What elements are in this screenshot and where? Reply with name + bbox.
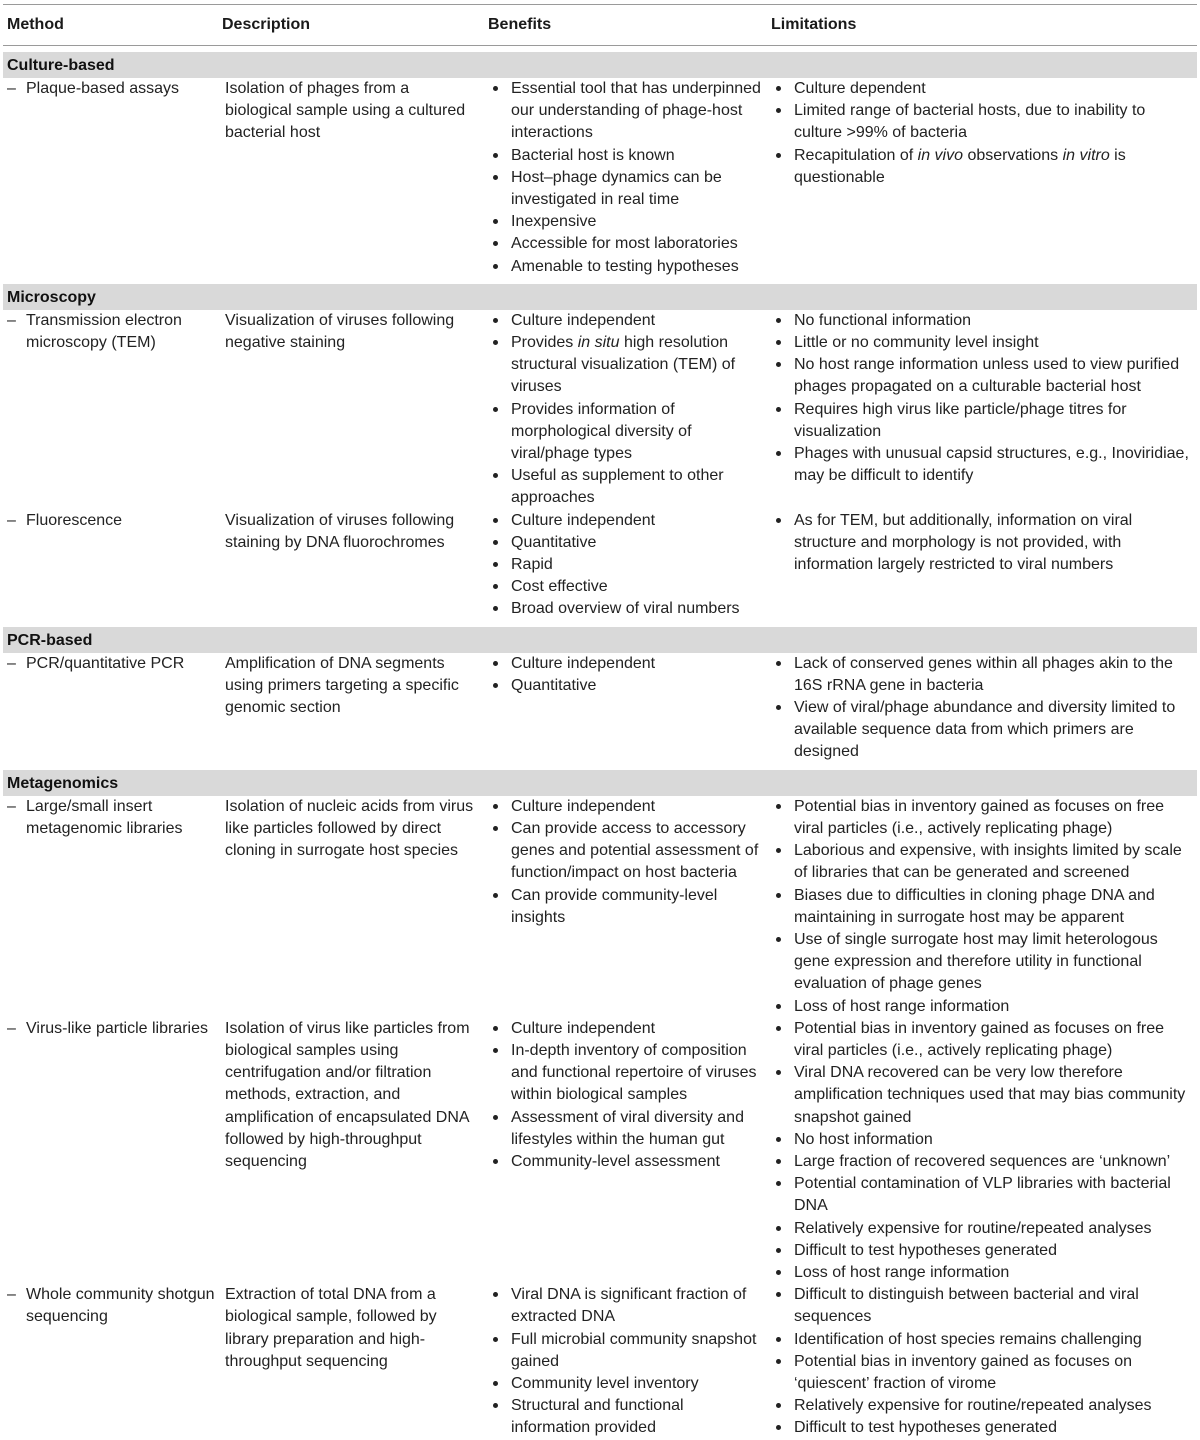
method-name: Plaque-based assays <box>26 80 179 97</box>
benefit-item: Full microbial community snapshot gained <box>488 1329 771 1373</box>
benefit-item: In-depth inventory of composition and functional repertoire of viruses within biological samples <box>488 1040 771 1107</box>
dash-marker: – <box>7 311 16 329</box>
limitations-list <box>771 1284 1195 1439</box>
section-heading: Culture-based <box>3 52 1197 78</box>
dash-marker: – <box>7 511 16 529</box>
benefits-list <box>488 796 771 929</box>
description-cell: Amplification of DNA segments using primers targeting a specific genomic section <box>225 654 459 717</box>
benefit-item: Quantitative <box>488 675 771 697</box>
limitation-item: Recapitulation of in vivo observations in vitro is questionable <box>771 145 1195 189</box>
benefit-item: Culture independent <box>488 653 771 675</box>
method-name: Virus-like particle libraries <box>26 1019 208 1037</box>
limitations-cell <box>771 310 1197 510</box>
method-name: Fluorescence <box>26 511 123 529</box>
limitations-cell <box>771 653 1197 764</box>
header-description: Description <box>222 15 311 33</box>
benefits-list <box>488 1284 771 1439</box>
method-cell <box>3 310 222 510</box>
benefit-item: Can provide access to accessory genes and potential assessment of function/impact on host bacteria <box>488 818 771 885</box>
dash-marker: – <box>7 654 16 672</box>
limitation-item: Loss of host range information <box>771 1262 1195 1284</box>
limitation-item: Use of single surrogate host may limit heterologous gene expression and therefore utility in functional evaluation of phage genes <box>771 929 1195 996</box>
benefit-item: Bacterial host is known <box>488 145 771 167</box>
description-cell: Visualization of viruses following negative staining <box>225 311 455 352</box>
benefit-item: Accessible for most laboratories <box>488 233 771 255</box>
limitations-list <box>771 1018 1195 1284</box>
limitation-item: Identification of host species remains challenging <box>771 1329 1195 1351</box>
benefits-cell <box>488 1018 771 1284</box>
table-row <box>3 1284 1197 1439</box>
method-cell <box>3 510 222 621</box>
header-benefits: Benefits <box>488 15 552 33</box>
limitation-item: Culture dependent <box>771 78 1195 100</box>
limitations-list <box>771 796 1195 1018</box>
method-cell <box>3 1018 222 1284</box>
table-row <box>3 78 1197 278</box>
benefit-item: Provides information of morphological diversity of viral/phage types <box>488 399 771 466</box>
limitation-item: Loss of host range information <box>771 996 1195 1018</box>
benefit-item: Essential tool that has underpinned our understanding of phage-host interactions <box>488 78 771 145</box>
table-header-rule <box>3 45 1197 46</box>
limitation-item: View of viral/phage abundance and diversity limited to available sequence data from which primers are designed <box>771 697 1195 764</box>
benefit-item: Broad overview of viral numbers <box>488 598 771 620</box>
benefit-item: Assessment of viral diversity and lifestyles within the human gut <box>488 1107 771 1151</box>
header-method: Method <box>7 15 64 33</box>
benefits-cell <box>488 796 771 1018</box>
method-cell <box>3 796 222 1018</box>
method-name: Whole community shotgun sequencing <box>26 1286 215 1326</box>
limitations-list <box>771 510 1195 577</box>
benefit-item: Useful as supplement to other approaches <box>488 465 771 509</box>
benefits-list <box>488 1018 771 1173</box>
benefit-item: Cost effective <box>488 576 771 598</box>
benefit-item: Rapid <box>488 554 771 576</box>
benefit-item: Culture independent <box>488 796 771 818</box>
method-cell <box>3 1284 222 1439</box>
limitations-list <box>771 310 1195 488</box>
limitations-list <box>771 78 1195 189</box>
description-cell: Isolation of phages from a biological sample using a cultured bacterial host <box>225 80 466 142</box>
limitation-item: Relatively expensive for routine/repeated analyses <box>771 1395 1195 1417</box>
benefits-cell <box>488 1284 771 1439</box>
benefits-list <box>488 653 771 697</box>
benefit-item: Amenable to testing hypotheses <box>488 256 771 278</box>
benefit-item: Community-level assessment <box>488 1151 771 1173</box>
limitation-item: No host information <box>771 1129 1195 1151</box>
limitations-cell <box>771 1018 1197 1284</box>
dash-marker: – <box>7 80 16 97</box>
benefit-item: Inexpensive <box>488 211 771 233</box>
limitation-item: Large fraction of recovered sequences are ‘unknown’ <box>771 1151 1195 1173</box>
header-limitations: Limitations <box>771 15 857 33</box>
limitation-item: Little or no community level insight <box>771 332 1195 354</box>
table-row <box>3 510 1197 621</box>
benefit-item: Host–phage dynamics can be investigated in real time <box>488 167 771 211</box>
limitations-cell <box>771 796 1197 1018</box>
limitation-item: Relatively expensive for routine/repeated analyses <box>771 1218 1195 1240</box>
benefit-item: Viral DNA is significant fraction of extracted DNA <box>488 1284 771 1328</box>
table-row <box>3 796 1197 1018</box>
dash-marker: – <box>7 1286 16 1304</box>
limitation-item: Viral DNA recovered can be very low therefore amplification techniques used that may bias community snapshot gained <box>771 1062 1195 1129</box>
limitation-item: No host range information unless used to view purified phages propagated on a culturable bacterial host <box>771 354 1195 398</box>
limitation-item: Difficult to test hypotheses generated <box>771 1417 1195 1439</box>
limitation-item: Potential bias in inventory gained as focuses on ‘quiescent’ fraction of virome <box>771 1351 1195 1395</box>
benefit-item: Can provide community-level insights <box>488 885 771 929</box>
limitations-list <box>771 653 1195 764</box>
method-name: Transmission electron microscopy (TEM) <box>26 311 182 352</box>
dash-marker: – <box>7 797 16 815</box>
description-cell: Extraction of total DNA from a biological sample, followed by library preparation and high-throughput sequencing <box>225 1286 437 1370</box>
method-cell <box>3 78 222 278</box>
benefits-cell <box>488 78 771 278</box>
benefit-item: Culture independent <box>488 1018 771 1040</box>
benefit-item: Structural and functional information provided <box>488 1395 771 1439</box>
section-heading: Microscopy <box>3 284 1197 310</box>
benefits-cell <box>488 510 771 621</box>
limitation-item: Potential contamination of VLP libraries with bacterial DNA <box>771 1173 1195 1217</box>
benefit-item: Culture independent <box>488 510 771 532</box>
benefit-item: Community level inventory <box>488 1373 771 1395</box>
benefits-list <box>488 78 771 278</box>
limitations-cell <box>771 1284 1197 1439</box>
section-heading: Metagenomics <box>3 770 1197 796</box>
table-row <box>3 1018 1197 1284</box>
limitation-item: Potential bias in inventory gained as focuses on free viral particles (i.e., actively replicating phage) <box>771 1018 1195 1062</box>
benefits-list <box>488 510 771 621</box>
benefit-item: Provides in situ high resolution structural visualization (TEM) of viruses <box>488 332 771 399</box>
limitation-item: Limited range of bacterial hosts, due to inability to culture >99% of bacteria <box>771 100 1195 144</box>
limitation-item: Laborious and expensive, with insights limited by scale of libraries that can be generated and screened <box>771 840 1195 884</box>
description-cell: Isolation of nucleic acids from virus like particles followed by direct cloning in surrogate host species <box>225 797 474 860</box>
section-heading: PCR-based <box>3 627 1197 653</box>
benefit-item: Culture independent <box>488 310 771 332</box>
limitation-item: Requires high virus like particle/phage titres for visualization <box>771 399 1195 443</box>
limitation-item: Difficult to test hypotheses generated <box>771 1240 1195 1262</box>
limitation-item: Biases due to difficulties in cloning phage DNA and maintaining in surrogate host may be apparent <box>771 885 1195 929</box>
method-name: Large/small insert metagenomic libraries <box>26 797 183 837</box>
limitation-item: No functional information <box>771 310 1195 332</box>
limitations-cell <box>771 78 1197 278</box>
limitation-item: Phages with unusual capsid structures, e.g., Inoviridiae, may be difficult to identify <box>771 443 1195 487</box>
table-body <box>3 52 1197 1440</box>
table-row <box>3 653 1197 764</box>
limitation-item: As for TEM, but additionally, information on viral structure and morphology is not provided, with information largely restricted to viral numbers <box>771 510 1195 577</box>
benefit-item: Quantitative <box>488 532 771 554</box>
benefits-cell <box>488 653 771 764</box>
limitation-item: Potential bias in inventory gained as focuses on free viral particles (i.e., actively replicating phage) <box>771 796 1195 840</box>
methods-table <box>3 4 1197 1440</box>
benefits-cell <box>488 310 771 510</box>
description-cell: Isolation of virus like particles from biological samples using centrifugation and/or filtration methods, extraction, and amplification of encapsulated DNA followed by high-throughput sequencing <box>225 1019 470 1170</box>
limitation-item: Lack of conserved genes within all phages akin to the 16S rRNA gene in bacteria <box>771 653 1195 697</box>
table-row <box>3 310 1197 510</box>
dash-marker: – <box>7 1019 16 1037</box>
table-header-row <box>3 5 1197 45</box>
limitation-item: Difficult to distinguish between bacterial and viral sequences <box>771 1284 1195 1328</box>
method-name: PCR/quantitative PCR <box>26 654 185 672</box>
benefits-list <box>488 310 771 510</box>
description-cell: Visualization of viruses following staining by DNA fluorochromes <box>225 511 455 551</box>
limitations-cell <box>771 510 1197 621</box>
method-cell <box>3 653 222 764</box>
